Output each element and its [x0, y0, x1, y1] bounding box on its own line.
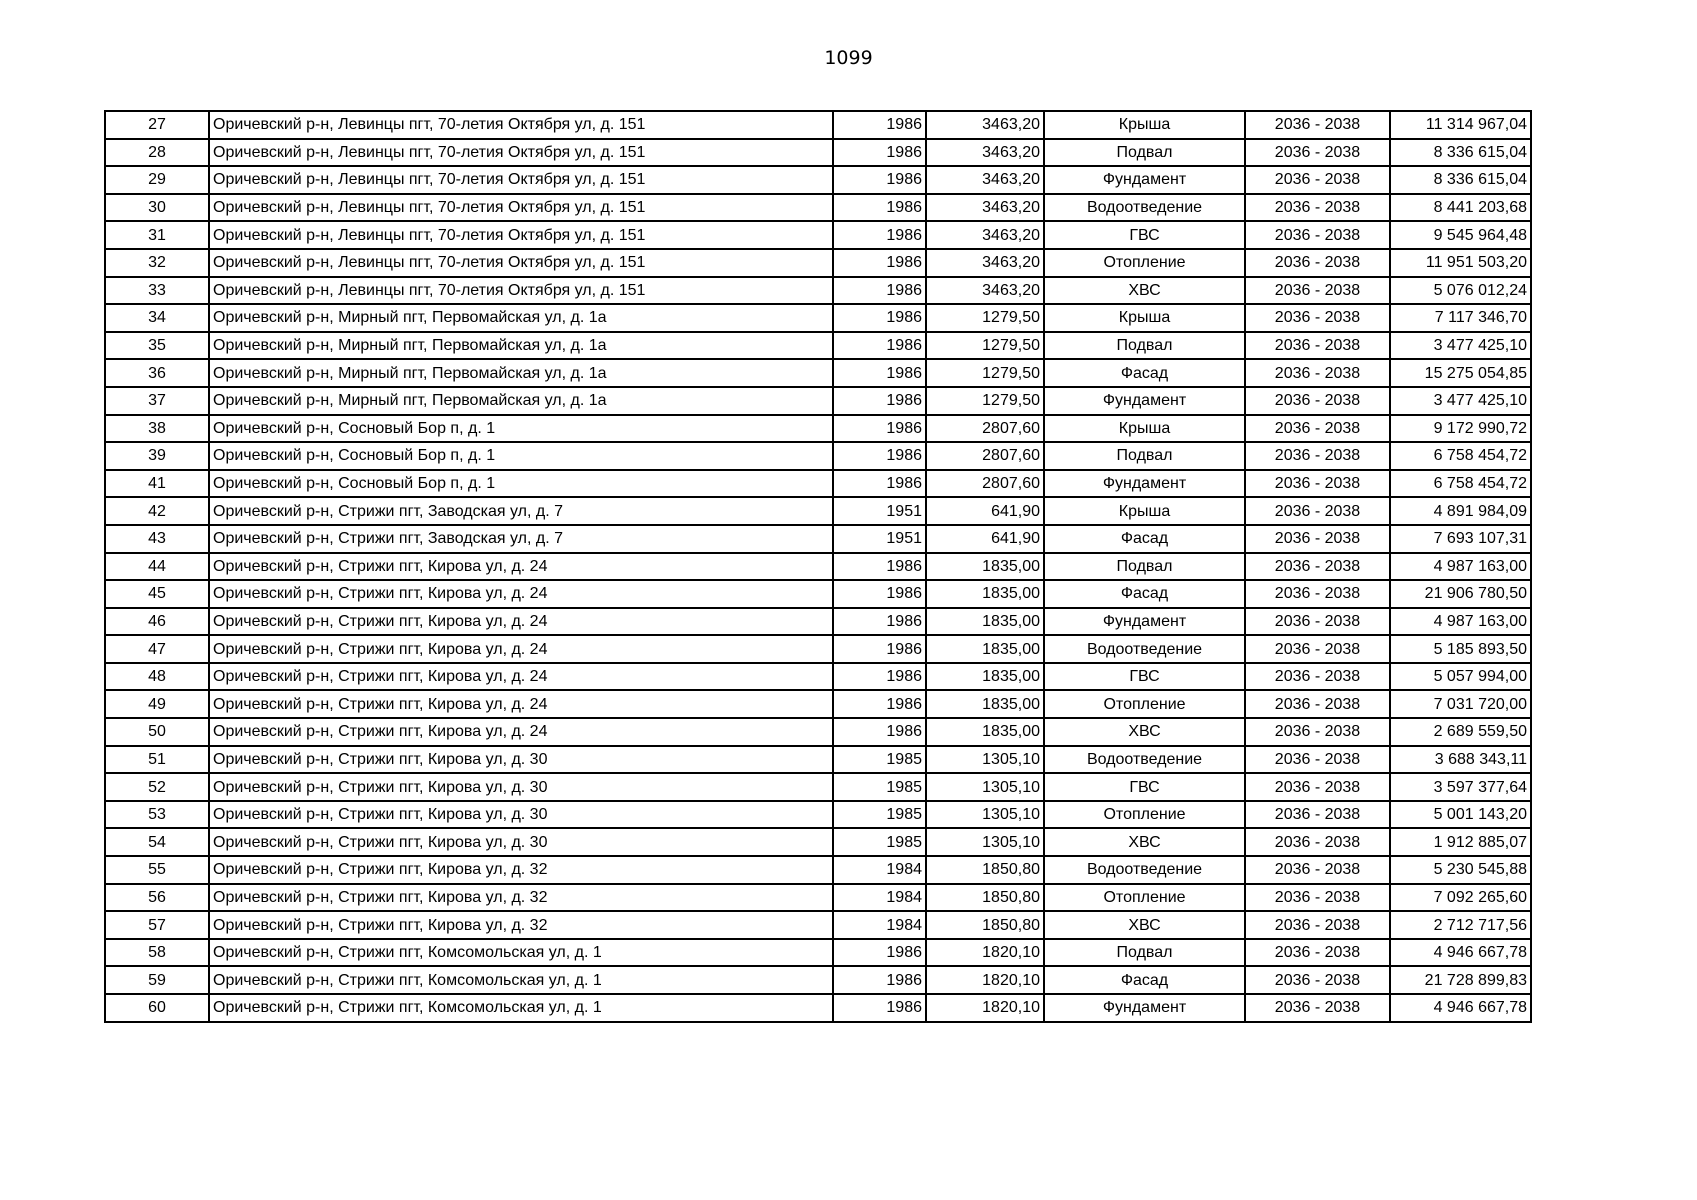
row-number-cell: 28: [105, 139, 209, 167]
row-number-cell: 32: [105, 249, 209, 277]
cost-cell: 5 001 143,20: [1390, 801, 1531, 829]
row-number-cell: 41: [105, 470, 209, 498]
address-cell: Оричевский р-н, Левинцы пгт, 70-летия Октября ул, д. 151: [209, 111, 833, 139]
address-cell: Оричевский р-н, Стрижи пгт, Заводская ул, д. 7: [209, 525, 833, 553]
element-cell: Отопление: [1044, 884, 1245, 912]
year-built-cell: 1985: [833, 746, 926, 774]
cost-cell: 3 688 343,11: [1390, 746, 1531, 774]
cost-cell: 21 728 899,83: [1390, 966, 1531, 994]
year-built-cell: 1986: [833, 387, 926, 415]
row-number-cell: 31: [105, 221, 209, 249]
cost-cell: 7 031 720,00: [1390, 690, 1531, 718]
year-built-cell: 1951: [833, 525, 926, 553]
year-built-cell: 1984: [833, 884, 926, 912]
period-cell: 2036 - 2038: [1245, 553, 1390, 581]
table-body: [105, 111, 1531, 1022]
row-number-cell: 42: [105, 497, 209, 525]
address-cell: Оричевский р-н, Стрижи пгт, Кирова ул, д. 32: [209, 911, 833, 939]
area-cell: 1820,10: [926, 966, 1044, 994]
year-built-cell: 1986: [833, 415, 926, 443]
cost-cell: 2 712 717,56: [1390, 911, 1531, 939]
cost-cell: 3 477 425,10: [1390, 387, 1531, 415]
area-cell: 641,90: [926, 525, 1044, 553]
period-cell: 2036 - 2038: [1245, 801, 1390, 829]
table-row: [105, 580, 1531, 608]
year-built-cell: 1986: [833, 194, 926, 222]
table-row: [105, 359, 1531, 387]
element-cell: Отопление: [1044, 690, 1245, 718]
period-cell: 2036 - 2038: [1245, 221, 1390, 249]
element-cell: ГВС: [1044, 773, 1245, 801]
address-cell: Оричевский р-н, Мирный пгт, Первомайская ул, д. 1а: [209, 332, 833, 360]
area-cell: 1820,10: [926, 939, 1044, 967]
year-built-cell: 1986: [833, 553, 926, 581]
table-row: [105, 442, 1531, 470]
period-cell: 2036 - 2038: [1245, 497, 1390, 525]
period-cell: 2036 - 2038: [1245, 966, 1390, 994]
address-cell: Оричевский р-н, Стрижи пгт, Кирова ул, д. 30: [209, 746, 833, 774]
address-cell: Оричевский р-н, Сосновый Бор п, д. 1: [209, 442, 833, 470]
year-built-cell: 1986: [833, 277, 926, 305]
cost-cell: 6 758 454,72: [1390, 470, 1531, 498]
area-cell: 1279,50: [926, 304, 1044, 332]
element-cell: Фасад: [1044, 525, 1245, 553]
table-row: [105, 663, 1531, 691]
row-number-cell: 59: [105, 966, 209, 994]
element-cell: Фундамент: [1044, 166, 1245, 194]
cost-cell: 3 477 425,10: [1390, 332, 1531, 360]
cost-cell: 4 987 163,00: [1390, 553, 1531, 581]
cost-cell: 5 076 012,24: [1390, 277, 1531, 305]
area-cell: 1835,00: [926, 608, 1044, 636]
element-cell: Фасад: [1044, 966, 1245, 994]
area-cell: 1279,50: [926, 387, 1044, 415]
row-number-cell: 38: [105, 415, 209, 443]
year-built-cell: 1986: [833, 111, 926, 139]
area-cell: 1279,50: [926, 359, 1044, 387]
element-cell: Подвал: [1044, 332, 1245, 360]
element-cell: Фундамент: [1044, 470, 1245, 498]
address-cell: Оричевский р-н, Левинцы пгт, 70-летия Октября ул, д. 151: [209, 166, 833, 194]
period-cell: 2036 - 2038: [1245, 690, 1390, 718]
year-built-cell: 1986: [833, 166, 926, 194]
period-cell: 2036 - 2038: [1245, 359, 1390, 387]
year-built-cell: 1986: [833, 442, 926, 470]
element-cell: Фундамент: [1044, 994, 1245, 1022]
period-cell: 2036 - 2038: [1245, 387, 1390, 415]
area-cell: 1279,50: [926, 332, 1044, 360]
address-cell: Оричевский р-н, Стрижи пгт, Заводская ул, д. 7: [209, 497, 833, 525]
element-cell: Крыша: [1044, 111, 1245, 139]
period-cell: 2036 - 2038: [1245, 635, 1390, 663]
period-cell: 2036 - 2038: [1245, 470, 1390, 498]
area-cell: 3463,20: [926, 277, 1044, 305]
period-cell: 2036 - 2038: [1245, 608, 1390, 636]
table-row: [105, 277, 1531, 305]
cost-cell: 8 441 203,68: [1390, 194, 1531, 222]
address-cell: Оричевский р-н, Стрижи пгт, Комсомольская ул, д. 1: [209, 966, 833, 994]
table-row: [105, 387, 1531, 415]
element-cell: Фундамент: [1044, 387, 1245, 415]
address-cell: Оричевский р-н, Стрижи пгт, Кирова ул, д. 24: [209, 718, 833, 746]
table-row: [105, 773, 1531, 801]
row-number-cell: 43: [105, 525, 209, 553]
element-cell: Отопление: [1044, 801, 1245, 829]
element-cell: Подвал: [1044, 939, 1245, 967]
row-number-cell: 55: [105, 856, 209, 884]
year-built-cell: 1986: [833, 635, 926, 663]
element-cell: Отопление: [1044, 249, 1245, 277]
row-number-cell: 48: [105, 663, 209, 691]
area-cell: 1835,00: [926, 635, 1044, 663]
element-cell: ГВС: [1044, 221, 1245, 249]
row-number-cell: 60: [105, 994, 209, 1022]
row-number-cell: 34: [105, 304, 209, 332]
address-cell: Оричевский р-н, Левинцы пгт, 70-летия Октября ул, д. 151: [209, 277, 833, 305]
year-built-cell: 1951: [833, 497, 926, 525]
element-cell: Крыша: [1044, 497, 1245, 525]
row-number-cell: 56: [105, 884, 209, 912]
year-built-cell: 1986: [833, 966, 926, 994]
address-cell: Оричевский р-н, Стрижи пгт, Кирова ул, д. 24: [209, 690, 833, 718]
year-built-cell: 1986: [833, 939, 926, 967]
row-number-cell: 57: [105, 911, 209, 939]
cost-cell: 8 336 615,04: [1390, 139, 1531, 167]
element-cell: Фасад: [1044, 359, 1245, 387]
year-built-cell: 1986: [833, 580, 926, 608]
area-cell: 1850,80: [926, 856, 1044, 884]
address-cell: Оричевский р-н, Стрижи пгт, Комсомольская ул, д. 1: [209, 939, 833, 967]
period-cell: 2036 - 2038: [1245, 442, 1390, 470]
element-cell: Водоотведение: [1044, 194, 1245, 222]
area-cell: 1305,10: [926, 746, 1044, 774]
area-cell: 1835,00: [926, 718, 1044, 746]
element-cell: Фасад: [1044, 580, 1245, 608]
table-row: [105, 718, 1531, 746]
area-cell: 3463,20: [926, 194, 1044, 222]
table-row: [105, 801, 1531, 829]
period-cell: 2036 - 2038: [1245, 939, 1390, 967]
address-cell: Оричевский р-н, Стрижи пгт, Кирова ул, д. 24: [209, 608, 833, 636]
year-built-cell: 1986: [833, 332, 926, 360]
address-cell: Оричевский р-н, Мирный пгт, Первомайская ул, д. 1а: [209, 304, 833, 332]
element-cell: ГВС: [1044, 663, 1245, 691]
element-cell: ХВС: [1044, 718, 1245, 746]
area-cell: 2807,60: [926, 470, 1044, 498]
cost-cell: 11 951 503,20: [1390, 249, 1531, 277]
element-cell: ХВС: [1044, 277, 1245, 305]
period-cell: 2036 - 2038: [1245, 415, 1390, 443]
element-cell: Подвал: [1044, 442, 1245, 470]
address-cell: Оричевский р-н, Левинцы пгт, 70-летия Октября ул, д. 151: [209, 221, 833, 249]
row-number-cell: 35: [105, 332, 209, 360]
table-row: [105, 608, 1531, 636]
row-number-cell: 54: [105, 828, 209, 856]
table-row: [105, 332, 1531, 360]
period-cell: 2036 - 2038: [1245, 911, 1390, 939]
address-cell: Оричевский р-н, Стрижи пгт, Кирова ул, д. 32: [209, 856, 833, 884]
repair-schedule-table: [104, 110, 1532, 1023]
element-cell: ХВС: [1044, 911, 1245, 939]
area-cell: 3463,20: [926, 139, 1044, 167]
address-cell: Оричевский р-н, Левинцы пгт, 70-летия Октября ул, д. 151: [209, 139, 833, 167]
row-number-cell: 50: [105, 718, 209, 746]
element-cell: Подвал: [1044, 553, 1245, 581]
period-cell: 2036 - 2038: [1245, 580, 1390, 608]
year-built-cell: 1986: [833, 304, 926, 332]
row-number-cell: 45: [105, 580, 209, 608]
cost-cell: 3 597 377,64: [1390, 773, 1531, 801]
address-cell: Оричевский р-н, Стрижи пгт, Кирова ул, д. 30: [209, 773, 833, 801]
year-built-cell: 1986: [833, 470, 926, 498]
address-cell: Оричевский р-н, Стрижи пгт, Кирова ул, д. 24: [209, 635, 833, 663]
area-cell: 1820,10: [926, 994, 1044, 1022]
address-cell: Оричевский р-н, Стрижи пгт, Кирова ул, д. 32: [209, 884, 833, 912]
year-built-cell: 1986: [833, 994, 926, 1022]
area-cell: 3463,20: [926, 221, 1044, 249]
period-cell: 2036 - 2038: [1245, 249, 1390, 277]
area-cell: 2807,60: [926, 442, 1044, 470]
cost-cell: 8 336 615,04: [1390, 166, 1531, 194]
page-number: 1099: [824, 47, 873, 69]
area-cell: 641,90: [926, 497, 1044, 525]
table-row: [105, 994, 1531, 1022]
table-row: [105, 966, 1531, 994]
table-row: [105, 884, 1531, 912]
area-cell: 1850,80: [926, 884, 1044, 912]
period-cell: 2036 - 2038: [1245, 746, 1390, 774]
period-cell: 2036 - 2038: [1245, 994, 1390, 1022]
year-built-cell: 1986: [833, 359, 926, 387]
table-row: [105, 111, 1531, 139]
cost-cell: 6 758 454,72: [1390, 442, 1531, 470]
period-cell: 2036 - 2038: [1245, 884, 1390, 912]
cost-cell: 9 172 990,72: [1390, 415, 1531, 443]
year-built-cell: 1984: [833, 911, 926, 939]
element-cell: ХВС: [1044, 828, 1245, 856]
row-number-cell: 33: [105, 277, 209, 305]
area-cell: 1305,10: [926, 773, 1044, 801]
year-built-cell: 1984: [833, 856, 926, 884]
table-row: [105, 470, 1531, 498]
area-cell: 3463,20: [926, 249, 1044, 277]
period-cell: 2036 - 2038: [1245, 332, 1390, 360]
table-row: [105, 746, 1531, 774]
period-cell: 2036 - 2038: [1245, 773, 1390, 801]
cost-cell: 15 275 054,85: [1390, 359, 1531, 387]
row-number-cell: 29: [105, 166, 209, 194]
address-cell: Оричевский р-н, Стрижи пгт, Кирова ул, д. 24: [209, 663, 833, 691]
period-cell: 2036 - 2038: [1245, 166, 1390, 194]
period-cell: 2036 - 2038: [1245, 277, 1390, 305]
period-cell: 2036 - 2038: [1245, 663, 1390, 691]
cost-cell: 4 946 667,78: [1390, 939, 1531, 967]
address-cell: Оричевский р-н, Сосновый Бор п, д. 1: [209, 470, 833, 498]
year-built-cell: 1986: [833, 249, 926, 277]
row-number-cell: 53: [105, 801, 209, 829]
area-cell: 3463,20: [926, 166, 1044, 194]
cost-cell: 7 693 107,31: [1390, 525, 1531, 553]
table-row: [105, 911, 1531, 939]
area-cell: 3463,20: [926, 111, 1044, 139]
address-cell: Оричевский р-н, Стрижи пгт, Комсомольская ул, д. 1: [209, 994, 833, 1022]
table-row: [105, 828, 1531, 856]
element-cell: Подвал: [1044, 139, 1245, 167]
row-number-cell: 46: [105, 608, 209, 636]
row-number-cell: 37: [105, 387, 209, 415]
row-number-cell: 51: [105, 746, 209, 774]
table-row: [105, 635, 1531, 663]
row-number-cell: 39: [105, 442, 209, 470]
table-row: [105, 139, 1531, 167]
table-row: [105, 690, 1531, 718]
year-built-cell: 1986: [833, 139, 926, 167]
cost-cell: 5 057 994,00: [1390, 663, 1531, 691]
row-number-cell: 49: [105, 690, 209, 718]
area-cell: 1305,10: [926, 801, 1044, 829]
table-row: [105, 939, 1531, 967]
row-number-cell: 27: [105, 111, 209, 139]
year-built-cell: 1986: [833, 221, 926, 249]
row-number-cell: 44: [105, 553, 209, 581]
cost-cell: 1 912 885,07: [1390, 828, 1531, 856]
cost-cell: 5 185 893,50: [1390, 635, 1531, 663]
area-cell: 1305,10: [926, 828, 1044, 856]
period-cell: 2036 - 2038: [1245, 304, 1390, 332]
element-cell: Крыша: [1044, 304, 1245, 332]
address-cell: Оричевский р-н, Стрижи пгт, Кирова ул, д. 30: [209, 828, 833, 856]
period-cell: 2036 - 2038: [1245, 525, 1390, 553]
cost-cell: 5 230 545,88: [1390, 856, 1531, 884]
address-cell: Оричевский р-н, Сосновый Бор п, д. 1: [209, 415, 833, 443]
period-cell: 2036 - 2038: [1245, 828, 1390, 856]
row-number-cell: 52: [105, 773, 209, 801]
element-cell: Водоотведение: [1044, 856, 1245, 884]
row-number-cell: 58: [105, 939, 209, 967]
period-cell: 2036 - 2038: [1245, 718, 1390, 746]
table-row: [105, 856, 1531, 884]
table-row: [105, 166, 1531, 194]
element-cell: Крыша: [1044, 415, 1245, 443]
area-cell: 1835,00: [926, 553, 1044, 581]
element-cell: Водоотведение: [1044, 746, 1245, 774]
cost-cell: 2 689 559,50: [1390, 718, 1531, 746]
year-built-cell: 1985: [833, 801, 926, 829]
area-cell: 2807,60: [926, 415, 1044, 443]
year-built-cell: 1986: [833, 718, 926, 746]
row-number-cell: 47: [105, 635, 209, 663]
period-cell: 2036 - 2038: [1245, 194, 1390, 222]
address-cell: Оричевский р-н, Стрижи пгт, Кирова ул, д. 30: [209, 801, 833, 829]
table-row: [105, 497, 1531, 525]
area-cell: 1850,80: [926, 911, 1044, 939]
address-cell: Оричевский р-н, Стрижи пгт, Кирова ул, д. 24: [209, 580, 833, 608]
address-cell: Оричевский р-н, Левинцы пгт, 70-летия Октября ул, д. 151: [209, 249, 833, 277]
cost-cell: 4 891 984,09: [1390, 497, 1531, 525]
cost-cell: 11 314 967,04: [1390, 111, 1531, 139]
area-cell: 1835,00: [926, 690, 1044, 718]
table-row: [105, 249, 1531, 277]
table-row: [105, 221, 1531, 249]
element-cell: Водоотведение: [1044, 635, 1245, 663]
table-row: [105, 415, 1531, 443]
table-row: [105, 194, 1531, 222]
year-built-cell: 1985: [833, 773, 926, 801]
area-cell: 1835,00: [926, 663, 1044, 691]
period-cell: 2036 - 2038: [1245, 111, 1390, 139]
year-built-cell: 1986: [833, 663, 926, 691]
element-cell: Фундамент: [1044, 608, 1245, 636]
address-cell: Оричевский р-н, Левинцы пгт, 70-летия Октября ул, д. 151: [209, 194, 833, 222]
period-cell: 2036 - 2038: [1245, 139, 1390, 167]
address-cell: Оричевский р-н, Мирный пгт, Первомайская ул, д. 1а: [209, 387, 833, 415]
area-cell: 1835,00: [926, 580, 1044, 608]
cost-cell: 9 545 964,48: [1390, 221, 1531, 249]
cost-cell: 21 906 780,50: [1390, 580, 1531, 608]
table-row: [105, 525, 1531, 553]
cost-cell: 7 117 346,70: [1390, 304, 1531, 332]
table-row: [105, 304, 1531, 332]
period-cell: 2036 - 2038: [1245, 856, 1390, 884]
year-built-cell: 1986: [833, 608, 926, 636]
cost-cell: 7 092 265,60: [1390, 884, 1531, 912]
year-built-cell: 1986: [833, 690, 926, 718]
address-cell: Оричевский р-н, Мирный пгт, Первомайская ул, д. 1а: [209, 359, 833, 387]
row-number-cell: 30: [105, 194, 209, 222]
year-built-cell: 1985: [833, 828, 926, 856]
cost-cell: 4 987 163,00: [1390, 608, 1531, 636]
address-cell: Оричевский р-н, Стрижи пгт, Кирова ул, д. 24: [209, 553, 833, 581]
table-row: [105, 553, 1531, 581]
cost-cell: 4 946 667,78: [1390, 994, 1531, 1022]
row-number-cell: 36: [105, 359, 209, 387]
